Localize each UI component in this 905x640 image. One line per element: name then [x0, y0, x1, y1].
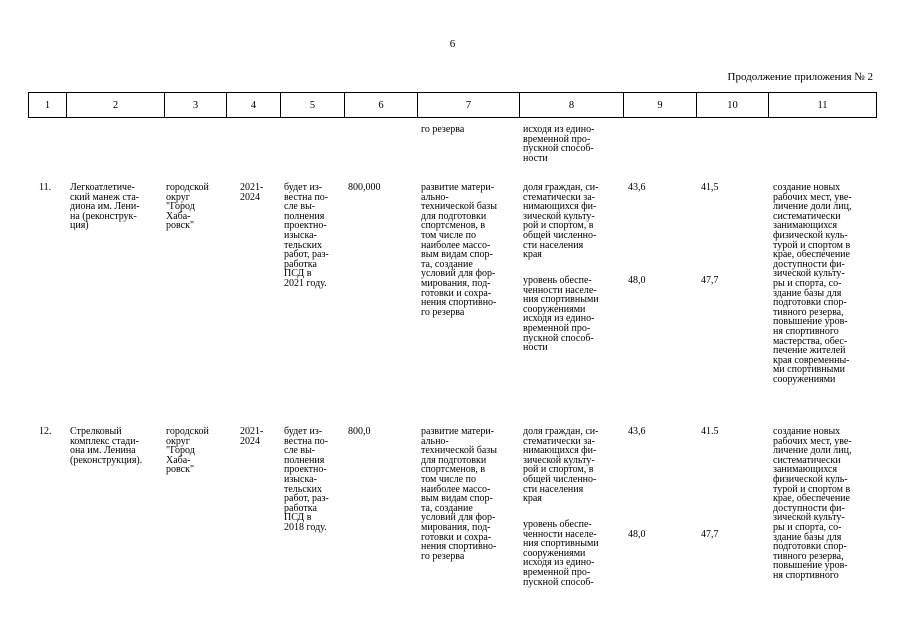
row-11-indicator-1-value-a: 43,6	[628, 182, 646, 193]
column-number-7: 7	[418, 93, 520, 118]
row-11-number: 11.	[39, 182, 52, 193]
row-11-indicator-2: уровень обеспе- ченности населе- ния спортивными сооружениями исходя из едино- временной про- пускной способ- ности	[523, 275, 599, 354]
row-11-indicator-2-value-b: 47,7	[701, 275, 719, 286]
column-number-10: 10	[697, 93, 769, 118]
row-12-years: 2021- 2024	[240, 426, 264, 447]
row-11-years: 2021- 2024	[240, 182, 264, 203]
column-header-row	[29, 93, 877, 118]
row-12-number: 12.	[39, 426, 52, 437]
row-12-indicator-2-value-b: 47,7	[701, 529, 719, 540]
row-11-indicator-1-value-b: 41,5	[701, 182, 719, 193]
column-number-11: 11	[769, 93, 877, 118]
row-12-indicator-1-value-b: 41.5	[701, 426, 719, 437]
appendix-label: Продолжение приложения № 2	[727, 71, 873, 83]
column-number-8: 8	[520, 93, 624, 118]
row-12-cost: 800,0	[348, 426, 371, 437]
continuation-indicator-text: исходя из едино- временной про- пускной способ- ности	[523, 124, 595, 164]
row-12-result: создание новых рабочих мест, уве- личение доли лиц, систематически занимающихся физической куль- турой и спортом в крае, обеспечение доступности фи- зической культу- ры и спорта, со- здание базы для подготовки спор- тивного резерва, повышение уров- ня спортивного	[773, 426, 852, 581]
row-12-indicator-1-value-a: 43,6	[628, 426, 646, 437]
row-11-indicator-2-value-a: 48,0	[628, 275, 646, 286]
row-11-goal: развитие матери- ально- технической базы для подготовки спортсменов, в том числе по наиболее массо- вым видам спор- та, создание условий для фор- мирования, под- готовки и сохра- нения спортивно- го резерва	[421, 182, 497, 318]
row-11-municipality: городской округ "Город Хаба- ровск"	[166, 182, 209, 232]
row-12-note: будет из- вестна по- сле вы- полнения проектно- изыска- тельских работ, раз- работка ПСД в 2018 году.	[284, 426, 329, 533]
page-number: 6	[449, 38, 456, 50]
continuation-goal-text: го резерва	[421, 124, 465, 135]
column-number-4: 4	[227, 93, 281, 118]
row-12-indicator-1: доля граждан, си- стематически за- нимающихся фи- зической культу- рой и спортом, в общей численно- сти населения края	[523, 426, 599, 505]
column-number-6: 6	[345, 93, 418, 118]
column-number-3: 3	[165, 93, 227, 118]
row-11-note: будет из- вестна по- сле вы- полнения проектно- изыска- тельских работ, раз- работка ПСД в 2021 году.	[284, 182, 329, 289]
row-11-result: создание новых рабочих мест, уве- личение доли лиц, систематически занимающихся физической куль- турой и спортом в крае, обеспечение доступности фи- зической культу- ры и спорта, со- здание базы для подготовки спор- тивного резерва, повышение уров- ня спортивного мастерства, обес- печение жителей края современны- ми спортивными сооружениями	[773, 182, 852, 385]
column-number-5: 5	[281, 93, 345, 118]
row-12-object-name: Стрелковый комплекс стади- она им. Ленина (реконструкция).	[70, 426, 143, 466]
row-12-municipality: городской округ "Город Хаба- ровск"	[166, 426, 209, 476]
column-number-9: 9	[624, 93, 697, 118]
row-12-indicator-2: уровень обеспе- ченности населе- ния спортивными сооружениями исходя из едино- временной про- пускной способ-	[523, 519, 599, 588]
row-12-goal: развитие матери- ально- технической базы для подготовки спортсменов, в том числе по наиболее массо- вым видам спор- та, создание условий для фор- мирования, под- готовки и сохра- нения спортивно- го резерва	[421, 426, 497, 562]
row-11-object-name: Легкоатлетиче- ский манеж ста- диона им. Лени- на (реконструк- ция)	[70, 182, 140, 232]
column-number-2: 2	[67, 93, 165, 118]
row-11-cost: 800,000	[348, 182, 381, 193]
column-header-table	[28, 92, 877, 118]
row-12-indicator-2-value-a: 48,0	[628, 529, 646, 540]
row-11-indicator-1: доля граждан, си- стематически за- нимающихся фи- зической культу- рой и спортом, в общей численно- сти населения края	[523, 182, 599, 261]
column-number-1: 1	[29, 93, 67, 118]
